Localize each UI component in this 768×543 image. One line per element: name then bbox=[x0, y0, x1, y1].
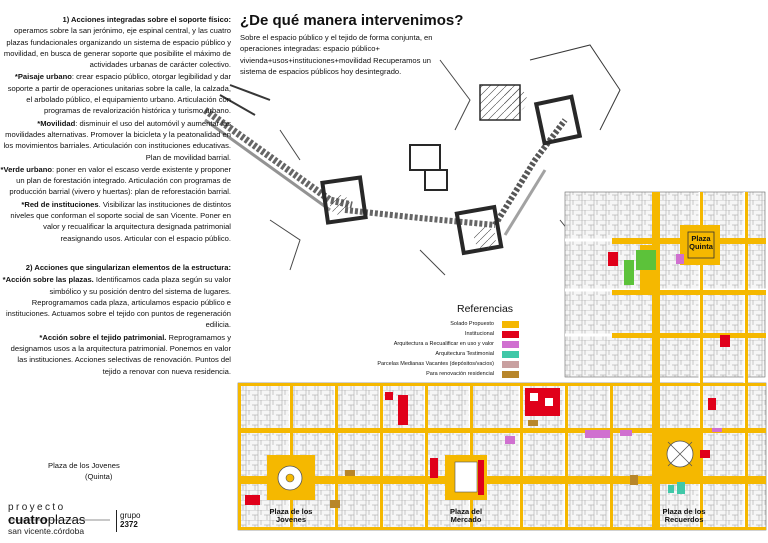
plaza-quinta-label: Plaza Quinta bbox=[689, 234, 713, 251]
verde-title: *Verde urbano bbox=[0, 164, 53, 174]
movilidad-text: : disminuir el uso del automóvil y aumentar las movilidades alternativas. Promover la bicicleta y la peatonalidad en los movimientos barriales. Articulación con instituciones educativas. Plan de movilidad barrial. bbox=[3, 118, 231, 162]
legend-label: Arquitectura a Recualificar en uso y valor bbox=[393, 341, 494, 347]
logo-cuatro: cuatro bbox=[8, 512, 48, 527]
legend-title: Referencias bbox=[457, 303, 514, 315]
legend-swatch bbox=[502, 371, 519, 378]
axis-sketch bbox=[205, 45, 620, 275]
legend-item bbox=[369, 329, 519, 339]
overlap-plaza-jovenes: Plaza de los Jovenes bbox=[48, 461, 120, 470]
legend-label: Arquitectura Testimonial bbox=[435, 351, 494, 357]
main-title: ¿De qué manera intervenimos? bbox=[240, 12, 464, 29]
section1-text: operamos sobre la san jerónimo, eje espinal central, y las cuatro plazas fundacionales organizando un sistema de espacio público y movilidad, en busca de generar soporte que posibilite el máximo de actividades urbanas de carácter colectivo. bbox=[3, 26, 231, 70]
overlap-quinta: (Quinta) bbox=[85, 472, 113, 481]
footer-divider bbox=[116, 510, 117, 532]
left-text-column bbox=[0, 14, 231, 378]
legend-swatch bbox=[502, 331, 519, 338]
plaza-recuerdos-label: Plaza de los Recuerdos bbox=[662, 507, 706, 524]
red-text: . Visibilizar las instituciones de distintos niveles que conforman el soporte social de san Vicente. Poner en valor y recualificar la arquitectura designada patrimonial reasignando usos. Articular con el espacio público. bbox=[10, 199, 231, 243]
plazas-text: Identificamos cada plaza según su valor simbólico y su posición dentro del sistema de lugares. Reprogramamos cada plaza, articulamos espacio público e instituciones. Actuamos sobre el tejido con puntos de regeneración edilicia. bbox=[6, 275, 231, 330]
legend-item bbox=[369, 349, 519, 359]
logo-city: san vicente.córdoba bbox=[8, 526, 85, 536]
paisaje-title: *Paisaje urbano bbox=[14, 72, 72, 82]
tejido-title: *Acción sobre el tejido patrimonial. bbox=[39, 332, 167, 342]
legend-label: Institucional bbox=[464, 331, 494, 337]
legend bbox=[369, 303, 519, 379]
group-label: grupo bbox=[120, 511, 141, 520]
plazas-title: *Acción sobre las plazas. bbox=[2, 275, 94, 285]
legend-swatch bbox=[502, 321, 519, 328]
tejido-text: Reprogramamos y designamos usos a la arquitectura patrimonial. Ponemos en valor las instituciones. Acciones selectivas de renovación. Puntos del tejido a renovar con nueva residencia. bbox=[10, 332, 231, 376]
legend-label: Para renovación residencial bbox=[426, 371, 494, 377]
section1-title: 1) Acciones integradas sobre el soporte físico: bbox=[62, 15, 231, 24]
legend-label: Parcelas Medianas Vacantes (depósitos/vacios) bbox=[377, 361, 494, 367]
legend-item bbox=[369, 319, 519, 329]
logo-plazas: plazas bbox=[47, 512, 86, 527]
legend-swatch bbox=[502, 341, 519, 348]
movilidad-title: *Movilidad bbox=[37, 118, 76, 128]
legend-item bbox=[369, 369, 519, 379]
verde-text: : poner en valor el escaso verde existente y proponer un plan de forestación integrado. Articulación con programas de producción barrial (vivero y huertas): plan de reforestación barrial. bbox=[9, 164, 231, 197]
group-number bbox=[120, 511, 140, 529]
main-text: Sobre el espacio público y el tejido de forma conjunta, en operaciones integradas: espacio público+ vivienda+usos+instituciones+movilidad Recuperamos un sistema de espacios públicos hoy desintegrado. bbox=[240, 33, 433, 77]
section2-title: 2) Acciones que singularizan elementos de la estructura: bbox=[25, 262, 231, 272]
group-value: 2372 bbox=[120, 520, 138, 529]
legend-swatch bbox=[502, 351, 519, 358]
red-title: *Red de instituciones bbox=[21, 199, 99, 209]
plaza-jovenes-label: Plaza de los Jovenes bbox=[269, 507, 313, 524]
legend-swatch bbox=[502, 361, 519, 368]
legend-item bbox=[369, 339, 519, 349]
logo-proyecto: proyecto bbox=[8, 502, 66, 513]
legend-item bbox=[369, 359, 519, 369]
plaza-mercado-label: Plaza del Mercado bbox=[449, 507, 483, 524]
paisaje-text: : crear espacio público, otorgar legibilidad y dar soporte a partir de operaciones unitarias sobre la calle, la calzada, el arbolado público, el equipamiento urbano. Articulación con programas de revalorización histórica y turismo urbano. bbox=[7, 72, 231, 116]
legend-label: Solado Propuesto bbox=[450, 321, 494, 327]
